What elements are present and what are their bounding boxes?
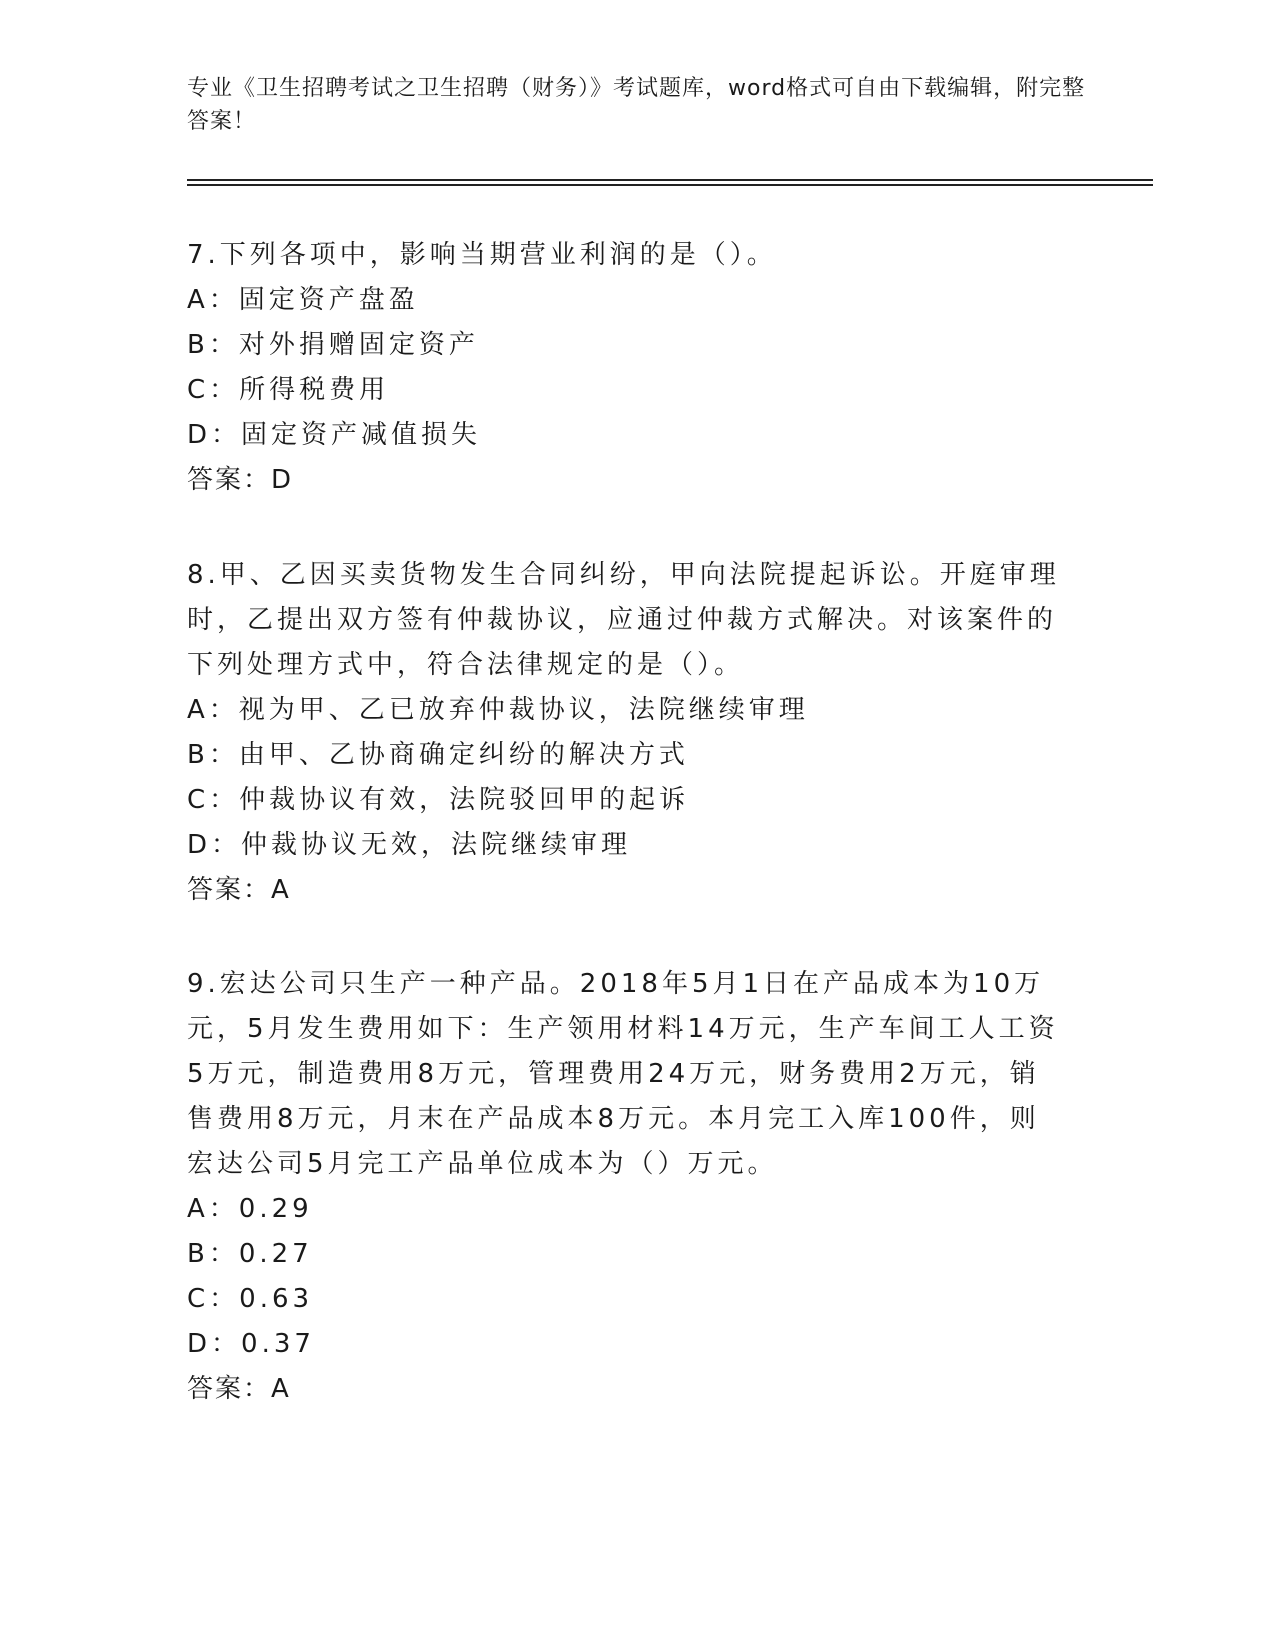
option-a: A：视为甲、乙已放弃仲裁协议，法院继续审理 <box>187 695 809 725</box>
option-d: D：0.37 <box>187 1329 315 1359</box>
option-b: B：由甲、乙协商确定纠纷的解决方式 <box>187 740 689 770</box>
answer: 答案：A <box>187 1374 291 1404</box>
question-stem: 9.宏达公司只生产一种产品。2018年5月1日在产品成本为10万元，5月发生费用如下：生产领用材料14万元，生产车间工人工资5万元，制造费用8万元，管理费用24万元，财务费用2万元，销售费用8万元，月末在产品成本8万元。本月完工入库100件，则宏达公司5月完工产品单位成本为（）万元。 <box>187 969 1059 1179</box>
option-c: C：所得税费用 <box>187 375 390 405</box>
answer: 答案：A <box>187 875 291 905</box>
header-text: 专业《卫生招聘考试之卫生招聘（财务）》考试题库，word格式可自由下载编辑，附完整答案！ <box>187 76 1086 134</box>
question-7 <box>187 233 1067 503</box>
option-a: A：固定资产盘盈 <box>187 285 419 315</box>
option-b: B：对外捐赠固定资产 <box>187 330 479 360</box>
option-b: B：0.27 <box>187 1239 313 1269</box>
question-stem: 7.下列各项中，影响当期营业利润的是（）。 <box>187 240 777 270</box>
question-9 <box>187 962 1067 1412</box>
header-divider-bottom <box>187 184 1153 186</box>
option-c: C：仲裁协议有效，法院驳回甲的起诉 <box>187 785 690 815</box>
option-d: D：仲裁协议无效，法院继续审理 <box>187 830 632 860</box>
answer: 答案：D <box>187 465 294 495</box>
document-header <box>187 72 1087 138</box>
question-stem: 8.甲、乙因买卖货物发生合同纠纷，甲向法院提起诉讼。开庭审理时，乙提出双方签有仲裁协议，应通过仲裁方式解决。对该案件的下列处理方式中，符合法律规定的是（）。 <box>187 560 1060 680</box>
option-a: A：0.29 <box>187 1194 313 1224</box>
header-divider-top <box>187 179 1153 181</box>
question-8 <box>187 553 1067 913</box>
option-d: D：固定资产减值损失 <box>187 420 482 450</box>
option-c: C：0.63 <box>187 1284 314 1314</box>
